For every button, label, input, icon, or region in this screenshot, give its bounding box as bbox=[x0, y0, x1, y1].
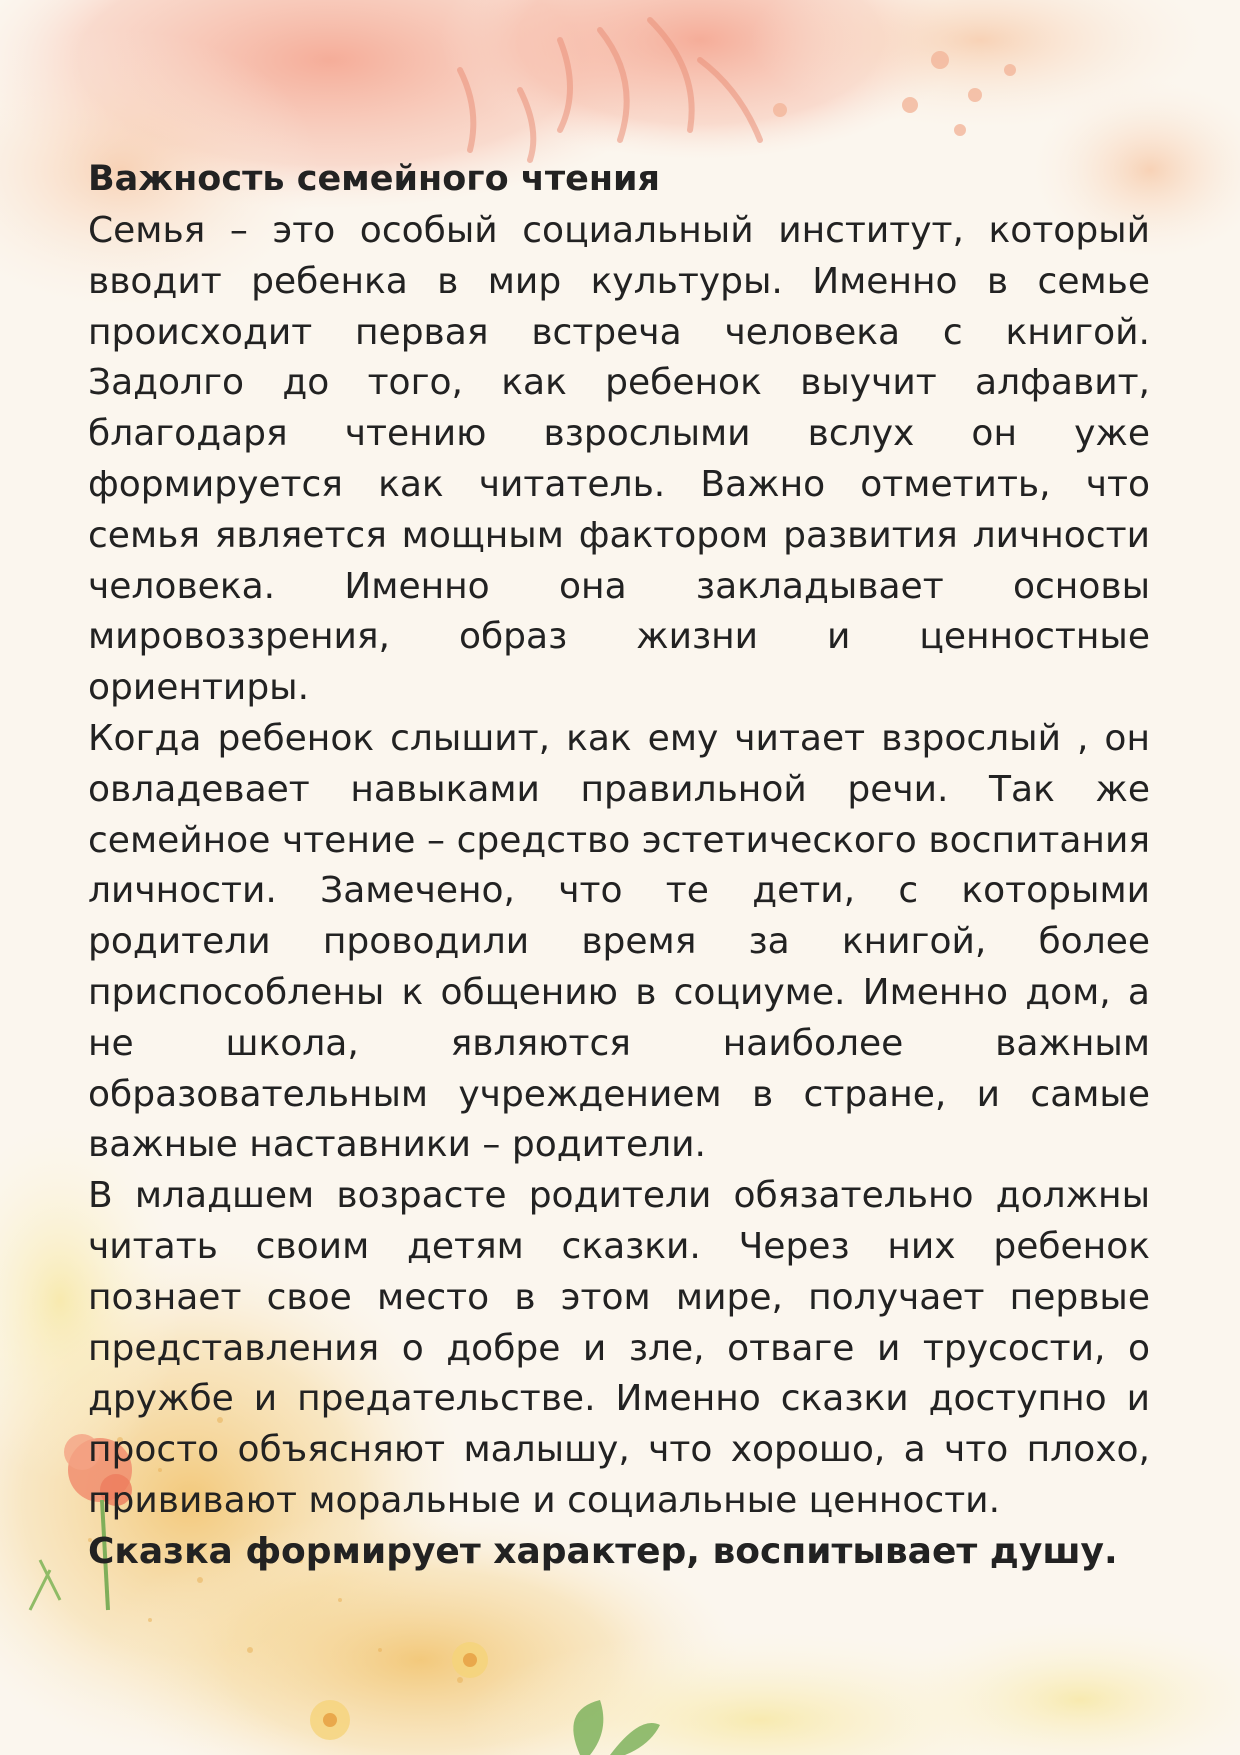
article-title: Важность семейного чтения bbox=[88, 159, 661, 199]
closing-line: Сказка формирует характер, воспитывает душу. bbox=[88, 1530, 1118, 1572]
paragraph: В младшем возрасте родители обязательно должны читать своим детям сказки. Через них ребенок познает свое место в этом мире, получает первые представления о добре и зле, отваге и трусости, о дружбе и предательстве. Именно сказки доступно и просто объясняют малышу, что хорошо, а что плохо, прививают моральные и социальные ценности. bbox=[88, 1175, 1150, 1521]
paragraph: Когда ребенок слышит, как ему читает взрослый , он овладевает навыками правильной речи. Так же семейное чтение – средство эстетического воспитания личности. Замечено, что те дети, с которыми родители проводили время за книгой, более приспособлены к общению в социуме. Именно дом, а не школа, являются наиболее важным образовательным учреждением в стране, и самые важные наставники – родители. bbox=[88, 717, 1150, 1166]
paragraph: Семья – это особый социальный институт, который вводит ребенка в мир культуры. Именно в семье происходит первая встреча человека с книгой. Задолго до того, как ребенок выучит алфавит, благодаря чтению взрослыми вслух он уже формируется как читатель. Важно отметить, что семья является мощным фактором развития личности человека. Именно она закладывает основы мировоззрения, образ жизни и ценностные ориентиры. bbox=[88, 210, 1150, 709]
article bbox=[88, 154, 1150, 1578]
